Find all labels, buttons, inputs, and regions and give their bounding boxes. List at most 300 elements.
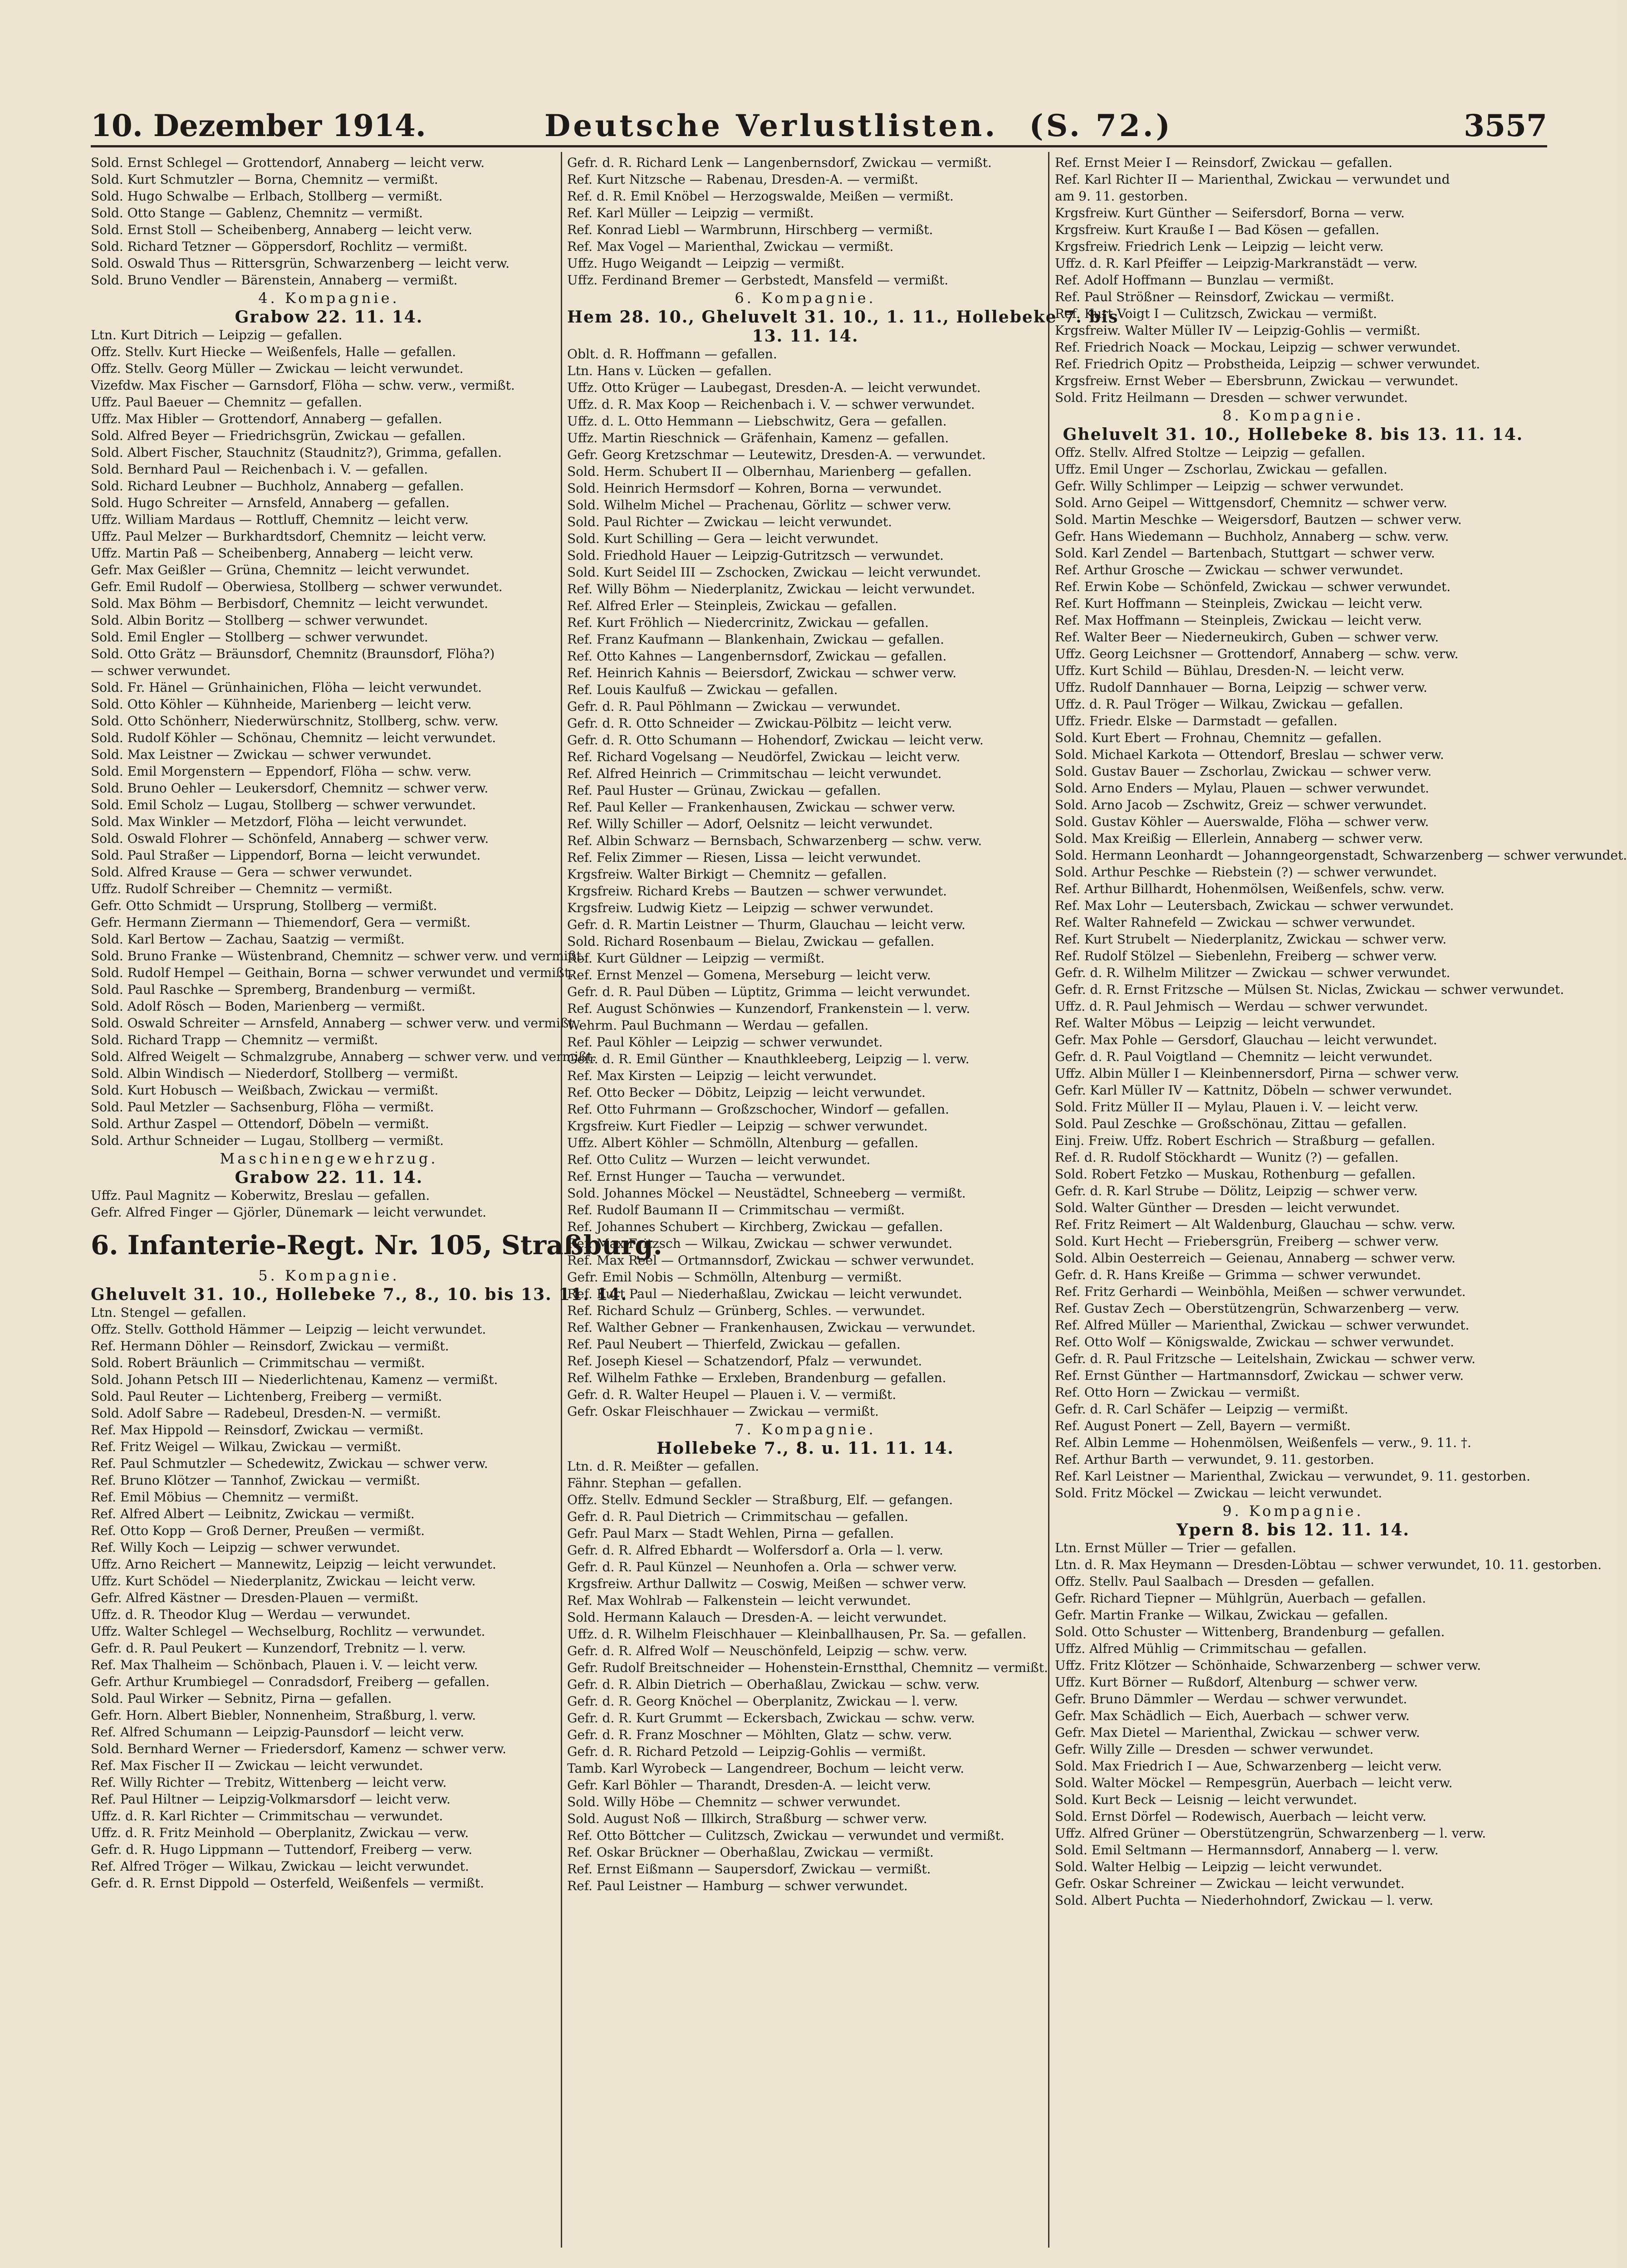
header-rule — [91, 145, 1547, 147]
casualty-entry: Ref. Max Reel — Ortmannsdorf, Zwickau — schwer verwundet. — [567, 1253, 975, 1268]
casualty-entry: Sold. Johann Petsch III — Niederlichtenau, Kamenz — vermißt. — [91, 1372, 498, 1387]
casualty-entry: Sold. Richard Leubner — Buchholz, Annaberg — gefallen. — [91, 479, 464, 494]
casualty-entry: Sold. Hermann Kalauch — Dresden-A. — leicht verwundet. — [567, 1610, 947, 1625]
casualty-entry: Ref. Heinrich Kahnis — Beiersdorf, Zwickau — schwer verw. — [567, 665, 957, 680]
casualty-entry: Sold. Fritz Müller II — Mylau, Plauen i. V. — leicht verw. — [1055, 1100, 1419, 1114]
casualty-entry: Gefr. Oskar Fleischhauer — Zwickau — vermißt. — [567, 1404, 879, 1419]
casualty-entry: Krgsfreiw. Kurt Günther — Seifersdorf, Borna — verw. — [1055, 205, 1405, 220]
casualty-entry: Gefr. Alfred Finger — Gjörler, Dünemark — leicht verwundet. — [91, 1205, 487, 1220]
casualty-entry: Ref. Otto Becker — Döbitz, Leipzig — leicht verwundet. — [567, 1085, 926, 1100]
casualty-entry: Gefr. Emil Nobis — Schmölln, Altenburg — vermißt. — [567, 1270, 902, 1285]
casualty-entry: Sold. Adolf Rösch — Boden, Marienberg — vermißt. — [91, 999, 426, 1014]
casualty-entry: Sold. Oswald Schreiter — Arnsfeld, Annaberg — schwer verw. und vermißt. — [91, 1016, 578, 1031]
casualty-entry: Gefr. d. R. Walter Heupel — Plauen i. V. — vermißt. — [567, 1387, 897, 1402]
casualty-entry: Ref. Paul Hiltner — Leipzig-Volkmarsdorf — leicht verw. — [91, 1792, 451, 1807]
casualty-entry: Ref. Kurt Hoffmann — Steinpleis, Zwickau — leicht verw. — [1055, 596, 1423, 611]
casualty-entry: Sold. Willy Höbe — Chemnitz — schwer verwundet. — [567, 1794, 901, 1809]
casualty-entry: Uffz. d. R. Karl Pfeiffer — Leipzig-Markranstädt — verw. — [1055, 256, 1418, 271]
casualty-entry: Uffz. Emil Unger — Zschorlau, Zwickau — gefallen. — [1055, 462, 1387, 477]
casualty-entry: Gefr. d. R. Carl Schäfer — Leipzig — vermißt. — [1055, 1402, 1348, 1417]
casualty-entry: Sold. Emil Scholz — Lugau, Stollberg — schwer verwundet. — [91, 797, 476, 812]
casualty-entry: Ref. Max Fischer II — Zwickau — leicht verwundet. — [91, 1758, 423, 1773]
casualty-entry: Ref. Rudolf Baumann II — Crimmitschau — vermißt. — [567, 1202, 905, 1217]
casualty-entry: Ref. Paul Neubert — Thierfeld, Zwickau — gefallen. — [567, 1337, 901, 1352]
casualty-entry: Uffz. d. R. Paul Jehmisch — Werdau — schwer verwundet. — [1055, 999, 1428, 1014]
casualty-entry: Krgsfreiw. Ludwig Kietz — Leipzig — schwer verwundet. — [567, 900, 934, 915]
casualty-entry: Sold. Oswald Thus — Rittersgrün, Schwarzenberg — leicht verw. — [91, 256, 510, 271]
casualty-entry: Uffz. Paul Baeuer — Chemnitz — gefallen. — [91, 395, 363, 410]
casualty-entry: Sold. Paul Raschke — Spremberg, Brandenburg — vermißt. — [91, 982, 476, 997]
casualty-entry: Gefr. Paul Marx — Stadt Wehlen, Pirna — gefallen. — [567, 1526, 894, 1541]
casualty-entry: Ref. Karl Richter II — Marienthal, Zwickau — verwundet und — [1055, 172, 1450, 187]
casualty-entry: Ref. Max Hippold — Reinsdorf, Zwickau — vermißt. — [91, 1422, 424, 1437]
casualty-entry: Ref. Kurt Paul — Niederhaßlau, Zwickau — leicht verwundet. — [567, 1286, 962, 1301]
casualty-entry: Gefr. d. R. Paul Dietrich — Crimmitschau — gefallen. — [567, 1509, 908, 1524]
casualty-entry: Ref. Ernst Hunger — Taucha — verwundet. — [567, 1169, 846, 1184]
casualty-entry: Ref. Alfred Albert — Leibnitz, Zwickau — vermißt. — [91, 1506, 415, 1521]
casualty-entry: Sold. Oswald Flohrer — Schönfeld, Annaberg — schwer verw. — [91, 831, 489, 846]
casualty-entry: Sold. Arno Geipel — Wittgensdorf, Chemnitz — schwer verw. — [1055, 495, 1447, 510]
casualty-entry: Sold. Otto Grätz — Bräunsdorf, Chemnitz (Braunsdorf, Flöha?) — [91, 646, 495, 661]
casualty-entry: Ref. Paul Huster — Grünau, Zwickau — gefallen. — [567, 783, 881, 798]
casualty-entry: Uffz. Albin Müller I — Kleinbennersdorf, Pirna — schwer verw. — [1055, 1066, 1459, 1081]
casualty-entry: Ref. Friedrich Noack — Mockau, Leipzig — schwer verwundet. — [1055, 340, 1461, 355]
casualty-entry: Ref. Otto Böttcher — Culitzsch, Zwickau — verwundet und vermißt. — [567, 1828, 1005, 1843]
casualty-entry: Ref. Fritz Reimert — Alt Waldenburg, Glauchau — schw. verw. — [1055, 1217, 1455, 1232]
casualty-entry: Sold. Kurt Schmutzler — Borna, Chemnitz — vermißt. — [91, 172, 438, 187]
casualty-entry: Sold. Kurt Beck — Leisnig — leicht verwundet. — [1055, 1792, 1357, 1807]
casualty-entry: Ref. Willy Schiller — Adorf, Oelsnitz — leicht verwundet. — [567, 816, 933, 831]
casualty-entry: Uffz. William Mardaus — Rottluff, Chemnitz — leicht verw. — [91, 512, 469, 527]
casualty-entry: Ref. d. R. Rudolf Stöckhardt — Wunitz (?) — gefallen. — [1055, 1150, 1399, 1165]
casualty-entry: Ref. Gustav Zech — Oberstützengrün, Schwarzenberg — verw. — [1055, 1301, 1460, 1316]
casualty-entry: Sold. Alfred Beyer — Friedrichsgrün, Zwickau — gefallen. — [91, 428, 466, 443]
casualty-entry: Sold. Kurt Hobusch — Weißbach, Zwickau — vermißt. — [91, 1083, 439, 1098]
company-heading: 5. Kompagnie. — [258, 1267, 400, 1284]
casualty-entry: Sold. Bruno Franke — Wüstenbrand, Chemnitz — schwer verw. und vermißt. — [91, 948, 586, 963]
casualty-entry: Sold. Fritz Heilmann — Dresden — schwer verwundet. — [1055, 390, 1408, 405]
casualty-entry: Gefr. d. R. Richard Petzold — Leipzig-Gohlis — vermißt. — [567, 1744, 926, 1759]
casualty-entry: Offz. Stellv. Gotthold Hämmer — Leipzig — leicht verwundet. — [91, 1322, 486, 1337]
casualty-entry: Ref. Walter Rahnefeld — Zwickau — schwer verwundet. — [1055, 915, 1416, 930]
casualty-entry: Ref. Adolf Hoffmann — Bunzlau — vermißt. — [1055, 273, 1334, 288]
casualty-entry: Sold. Emil Engler — Stollberg — schwer verwundet. — [91, 630, 428, 645]
casualty-entry: Ref. Max Vogel — Marienthal, Zwickau — vermißt. — [567, 239, 894, 254]
casualty-entry: Sold. Walter Helbig — Leipzig — leicht verwundet. — [1055, 1859, 1382, 1874]
casualty-entry: Gefr. d. R. Hans Kreiße — Grimma — schwer verwundet. — [1055, 1267, 1421, 1282]
casualty-entry: Sold. Gustav Bauer — Zschorlau, Zwickau — schwer verw. — [1055, 764, 1432, 779]
casualty-entry: Offz. Stellv. Edmund Seckler — Straßburg, Elf. — gefangen. — [567, 1492, 953, 1507]
casualty-entry: Gefr. d. R. Georg Knöchel — Oberplanitz, Zwickau — l. verw. — [567, 1694, 958, 1709]
casualty-entry: Sold. Michael Karkota — Ottendorf, Breslau — schwer verw. — [1055, 747, 1444, 762]
casualty-entry: Ref. Kurt Güldner — Leipzig — vermißt. — [567, 951, 825, 966]
casualty-entry: Sold. Kurt Seidel III — Zschocken, Zwickau — leicht verwundet. — [567, 565, 981, 580]
casualty-entry: Sold. Karl Bertow — Zachau, Saatzig — vermißt. — [91, 932, 405, 947]
casualty-entry: Sold. Arno Jacob — Zschwitz, Greiz — schwer verwundet. — [1055, 797, 1427, 812]
casualty-entry: Sold. Albin Oesterreich — Geienau, Annaberg — schwer verw. — [1055, 1251, 1456, 1266]
casualty-entry: Gefr. d. R. Karl Strube — Dölitz, Leipzig — schwer verw. — [1055, 1183, 1418, 1198]
casualty-entry: Sold. Walter Günther — Dresden — leicht verwundet. — [1055, 1200, 1400, 1215]
casualty-entry: Ref. Alfred Schumann — Leipzig-Paunsdorf — leicht verw. — [91, 1725, 465, 1740]
casualty-entry: Uffz. Arno Reichert — Mannewitz, Leipzig — leicht verwundet. — [91, 1557, 496, 1572]
casualty-entry: Sold. Rudolf Hempel — Geithain, Borna — schwer verwundet und vermißt. — [91, 965, 574, 980]
casualty-entry: Ref. Albin Lemme — Hohenmölsen, Weißenfels — verw., 9. 11. †. — [1055, 1435, 1471, 1450]
casualty-entry: Ref. Max Fritzsch — Wilkau, Zwickau — schwer verwundet. — [567, 1236, 953, 1251]
casualty-entry: Uffz. Friedr. Elske — Darmstadt — gefallen. — [1055, 714, 1338, 728]
casualty-entry: Ref. Fritz Gerhardi — Weinböhla, Meißen — schwer verwundet. — [1055, 1284, 1466, 1299]
company-heading: Maschinengewehrzug. — [220, 1150, 438, 1167]
casualty-entry: Gefr. Max Dietel — Marienthal, Zwickau — schwer verw. — [1055, 1725, 1420, 1740]
casualty-entry: Gefr. d. R. Paul Künzel — Neunhofen a. Orla — schwer verw. — [567, 1559, 957, 1574]
page-number: 3557 — [1464, 108, 1547, 143]
casualty-entry: Gefr. d. R. Wilhelm Militzer — Zwickau — schwer verwundet. — [1055, 965, 1451, 980]
casualty-entry: Gefr. Horn. Albert Biebler, Nonnenheim, Straßburg, l. verw. — [91, 1708, 476, 1723]
casualty-entry: Offz. Stellv. Kurt Hiecke — Weißenfels, Halle — gefallen. — [91, 344, 456, 359]
casualty-entry: Sold. Robert Bräunlich — Crimmitschau — vermißt. — [91, 1355, 425, 1370]
casualty-entry: Gefr. d. R. Ernst Dippold — Osterfeld, Weißenfels — vermißt. — [91, 1876, 484, 1891]
battle-dates-heading: 13. 11. 14. — [752, 327, 859, 346]
casualty-entry: Ref. Fritz Weigel — Wilkau, Zwickau — vermißt. — [91, 1439, 402, 1454]
battle-dates-heading: Hollebeke 7., 8. u. 11. 11. 14. — [657, 1439, 954, 1458]
casualty-entry: Ref. Willy Böhm — Niederplanitz, Zwickau — leicht verwundet. — [567, 582, 975, 596]
column-divider — [1048, 152, 1049, 2248]
casualty-entry: Sold. Albert Fischer, Stauchnitz (Staudnitz?), Grimma, gefallen. — [91, 445, 502, 460]
casualty-entry: Uffz. d. R. Theodor Klug — Werdau — verwundet. — [91, 1607, 411, 1622]
casualty-entry: Sold. Max Winkler — Metzdorf, Flöha — leicht verwundet. — [91, 814, 467, 829]
publication-name: Deutsche Verlustlisten. — [544, 108, 998, 143]
casualty-entry: Sold. Emil Morgenstern — Eppendorf, Flöha — schw. verw. — [91, 764, 472, 779]
casualty-entry: Sold. Bernhard Werner — Friedersdorf, Kamenz — schwer verw. — [91, 1741, 506, 1756]
casualty-entry: Sold. Fr. Hänel — Grünhainichen, Flöha — leicht verwundet. — [91, 680, 482, 695]
casualty-entry: Gefr. Max Geißler — Grüna, Chemnitz — leicht verwundet. — [91, 562, 470, 577]
casualty-entry: Ref. Otto Kopp — Groß Derner, Preußen — vermißt. — [91, 1523, 425, 1538]
casualty-entry: Ref. Paul Schmutzler — Schedewitz, Zwickau — schwer verw. — [91, 1456, 488, 1471]
casualty-entry: Sold. Albert Puchta — Niederhohndorf, Zwickau — l. verw. — [1055, 1893, 1434, 1908]
casualty-entry: Ref. Kurt Strubelt — Niederplanitz, Zwickau — schwer verw. — [1055, 932, 1447, 947]
casualty-entry: Uffz. Rudolf Schreiber — Chemnitz — vermißt. — [91, 881, 393, 896]
casualty-entry: Uffz. Albert Köhler — Schmölln, Altenburg — gefallen. — [567, 1135, 919, 1150]
casualty-entry: Ltn. d. R. Meißter — gefallen. — [567, 1459, 760, 1474]
casualty-entry: Sold. Gustav Köhler — Auerswalde, Flöha — schwer verw. — [1055, 814, 1429, 829]
casualty-entry: Tamb. Karl Wyrobeck — Langendreer, Bochum — leicht verw. — [567, 1761, 965, 1776]
casualty-entry: Ref. Alfred Tröger — Wilkau, Zwickau — leicht verwundet. — [91, 1859, 469, 1874]
casualty-entry: Ref. Emil Möbius — Chemnitz — vermißt. — [91, 1490, 359, 1505]
casualty-entry: Ref. Ernst Günther — Hartmannsdorf, Zwickau — schwer verw. — [1055, 1368, 1464, 1383]
casualty-entry: Ref. Paul Leistner — Hamburg — schwer verwundet. — [567, 1878, 908, 1893]
casualty-entry: Ref. Richard Schulz — Grünberg, Schles. — verwundet. — [567, 1303, 926, 1318]
casualty-entry: Ref. Otto Fuhrmann — Großzschocher, Windorf — gefallen. — [567, 1102, 949, 1117]
casualty-entry: Gefr. Georg Kretzschmar — Leutewitz, Dresden-A. — verwundet. — [567, 447, 986, 462]
casualty-entry: Krgsfreiw. Arthur Dallwitz — Coswig, Meißen — schwer verw. — [567, 1576, 967, 1591]
casualty-entry: Gefr. Otto Schmidt — Ursprung, Stollberg — vermißt. — [91, 898, 437, 913]
casualty-entry: Ref. Kurt Voigt I — Culitzsch, Zwickau — vermißt. — [1055, 306, 1377, 321]
casualty-entry: Gefr. Alfred Kästner — Dresden-Plauen — vermißt. — [91, 1590, 419, 1605]
casualty-entry: Ref. Konrad Liebl — Warmbrunn, Hirschberg — vermißt. — [567, 222, 933, 237]
casualty-entry: Sold. Paul Wirker — Sebnitz, Pirna — gefallen. — [91, 1691, 392, 1706]
publication-title — [544, 108, 1173, 143]
page-header — [91, 103, 1547, 144]
casualty-entry: Ref. Walter Beer — Niederneukirch, Guben — schwer verw. — [1055, 630, 1439, 645]
casualty-entry: Ref. Alfred Heinrich — Crimmitschau — leicht verwundet. — [567, 766, 942, 781]
casualty-entry: Gefr. d. R. Otto Schneider — Zwickau-Pölbitz — leicht verw. — [567, 716, 952, 731]
casualty-entry: Sold. Rudolf Köhler — Schönau, Chemnitz — leicht verwundet. — [91, 730, 496, 745]
casualty-entry: Uffz. Walter Schlegel — Wechselburg, Rochlitz — verwundet. — [91, 1624, 485, 1639]
casualty-entry: Gefr. d. R. Ernst Fritzsche — Mülsen St. Niclas, Zwickau — schwer verwundet. — [1055, 982, 1564, 997]
casualty-entry: Sold. Walter Möckel — Rempesgrün, Auerbach — leicht verw. — [1055, 1775, 1453, 1790]
company-heading: 7. Kompagnie. — [735, 1421, 876, 1438]
casualty-entry: Ref. Paul Strößner — Reinsdorf, Zwickau — vermißt. — [1055, 289, 1395, 304]
casualty-entry: Ref. Paul Keller — Frankenhausen, Zwickau — schwer verw. — [567, 800, 956, 815]
casualty-entry: Gefr. Max Schädlich — Eich, Auerbach — schwer verw. — [1055, 1708, 1410, 1723]
casualty-entry: Sold. Albin Windisch — Niederdorf, Stollberg — vermißt. — [91, 1066, 458, 1081]
casualty-entry: Ref. Max Wohlrab — Falkenstein — leicht verwundet. — [567, 1593, 911, 1608]
casualty-entry: Ref. Otto Horn — Zwickau — vermißt. — [1055, 1385, 1300, 1400]
casualty-entry: Offz. Stellv. Paul Saalbach — Dresden — gefallen. — [1055, 1574, 1375, 1589]
casualty-entry: Gefr. Willy Schlimper — Leipzig — schwer verwundet. — [1055, 479, 1404, 494]
casualty-entry: Krgsfreiw. Richard Krebs — Bautzen — schwer verwundet. — [567, 884, 947, 899]
casualty-entry: Ref. Wilhelm Fathke — Erxleben, Brandenburg — gefallen. — [567, 1370, 946, 1385]
casualty-entry: Ref. Albin Schwarz — Bernsbach, Schwarzenberg — schw. verw. — [567, 833, 982, 848]
casualty-entry: Ref. Otto Kahnes — Langenbernsdorf, Zwickau — gefallen. — [567, 649, 947, 664]
casualty-entry: Ref. Karl Müller — Leipzig — vermißt. — [567, 205, 814, 220]
casualty-entry: Sold. Fritz Möckel — Zwickau — leicht verwundet. — [1055, 1486, 1382, 1501]
casualty-entry: Ref. Johannes Schubert — Kirchberg, Zwickau — gefallen. — [567, 1219, 943, 1234]
casualty-entry: Gefr. Richard Tiepner — Mühlgrün, Auerbach — gefallen. — [1055, 1591, 1426, 1606]
casualty-entry: Sold. Alfred Krause — Gera — schwer verwundet. — [91, 865, 412, 880]
casualty-entry: Ref. Ernst Eißmann — Saupersdorf, Zwickau — vermißt. — [567, 1862, 931, 1877]
casualty-entry: Uffz. Martin Paß — Scheibenberg, Annaberg — leicht verw. — [91, 546, 474, 561]
company-heading: 4. Kompagnie. — [258, 289, 400, 307]
casualty-entry: Uffz. Rudolf Dannhauer — Borna, Leipzig — schwer verw. — [1055, 680, 1427, 695]
casualty-entry: Krgsfreiw. Kurt Fiedler — Leipzig — schwer verwundet. — [567, 1119, 928, 1134]
casualty-entry: Gefr. d. R. Martin Leistner — Thurm, Glauchau — leicht verw. — [567, 917, 965, 932]
casualty-entry: Ref. Louis Kaulfuß — Zwickau — gefallen. — [567, 682, 838, 697]
casualty-entry: Gefr. Willy Zille — Dresden — schwer verwundet. — [1055, 1742, 1374, 1757]
casualty-entry: Uffz. d. R. Wilhelm Fleischhauer — Kleinballhausen, Pr. Sa. — gefallen. — [567, 1627, 1027, 1642]
battle-dates-heading: Gheluvelt 31. 10., Hollebeke 7., 8., 10. bis 13. 11. 14. — [91, 1285, 627, 1304]
casualty-entry: Sold. Adolf Sabre — Radebeul, Dresden-N. — vermißt. — [91, 1406, 441, 1421]
casualty-entry: Ref. Max Lohr — Leutersbach, Zwickau — schwer verwundet. — [1055, 898, 1454, 913]
text-column-3 — [1055, 154, 1627, 2245]
casualty-entry: Sold. Paul Zeschke — Großschönau, Zittau — gefallen. — [1055, 1116, 1407, 1131]
battle-dates-heading: Grabow 22. 11. 14. — [235, 308, 423, 327]
casualty-entry: Uffz. Alfred Mühlig — Crimmitschau — gefallen. — [1055, 1641, 1367, 1656]
casualty-entry: Gefr. d. R. Kurt Grummt — Eckersbach, Zwickau — schw. verw. — [567, 1711, 975, 1725]
casualty-entry: Uffz. Max Hibler — Grottendorf, Annaberg — gefallen. — [91, 411, 442, 426]
casualty-entry: Sold. Arthur Schneider — Lugau, Stollberg — vermißt. — [91, 1133, 444, 1148]
casualty-entry: Ref. Karl Leistner — Marienthal, Zwickau — verwundet, 9. 11. gestorben. — [1055, 1469, 1530, 1484]
casualty-entry: Ref. Richard Vogelsang — Neudörfel, Zwickau — leicht verw. — [567, 749, 961, 764]
casualty-entry: Ref. Alfred Erler — Steinpleis, Zwickau — gefallen. — [567, 598, 897, 613]
casualty-entry: Ref. Paul Köhler — Leipzig — schwer verwundet. — [567, 1035, 883, 1050]
casualty-entry: Ref. Franz Kaufmann — Blankenhain, Zwickau — gefallen. — [567, 632, 944, 647]
casualty-entry: Uffz. Georg Leichsner — Grottendorf, Annaberg — schw. verw. — [1055, 646, 1459, 661]
casualty-entry: Sold. Paul Richter — Zwickau — leicht verwundet. — [567, 514, 892, 529]
casualty-entry: Sold. August Noß — Illkirch, Straßburg — schwer verw. — [567, 1811, 927, 1826]
casualty-entry: Gefr. d. R. Alfred Ebhardt — Wolfersdorf a. Orla — l. verw. — [567, 1543, 943, 1558]
casualty-entry: Uffz. Kurt Schödel — Niederplanitz, Zwickau — leicht verw. — [91, 1574, 476, 1589]
casualty-entry: Gefr. Hermann Ziermann — Thiemendorf, Gera — vermißt. — [91, 915, 471, 930]
casualty-entry: Gefr. d. R. Otto Schumann — Hohendorf, Zwickau — leicht verw. — [567, 733, 984, 748]
casualty-entry: Ltn. Hans v. Lücken — gefallen. — [567, 363, 772, 378]
casualty-entry: Offz. Stellv. Georg Müller — Zwickau — leicht verwundet. — [91, 361, 464, 376]
casualty-entry: Fähnr. Stephan — gefallen. — [567, 1476, 742, 1491]
casualty-entry: Ref. Otto Culitz — Wurzen — leicht verwundet. — [567, 1152, 871, 1167]
casualty-entry: Gefr. Rudolf Breitschneider — Hohenstein-Ernstthal, Chemnitz — vermißt. — [567, 1660, 1048, 1675]
casualty-entry: Sold. Ernst Schlegel — Grottendorf, Annaberg — leicht verw. — [91, 155, 485, 170]
casualty-entry: Gefr. d. R. Albin Dietrich — Oberhaßlau, Zwickau — schw. verw. — [567, 1677, 980, 1692]
casualty-entry: Sold. Wilhelm Michel — Prachenau, Görlitz — schwer verw. — [567, 498, 951, 513]
casualty-entry: Oblt. d. R. Hoffmann — gefallen. — [567, 347, 777, 362]
casualty-entry: Ref. Willy Koch — Leipzig — schwer verwundet. — [91, 1540, 401, 1555]
casualty-entry: Sold. Max Friedrich I — Aue, Schwarzenberg — leicht verw. — [1055, 1759, 1442, 1774]
casualty-entry: Sold. Robert Fetzko — Muskau, Rothenburg — gefallen. — [1055, 1167, 1416, 1182]
casualty-entry: Sold. Richard Rosenbaum — Bielau, Zwickau — gefallen. — [567, 934, 935, 949]
casualty-entry: Vizefdw. Max Fischer — Garnsdorf, Flöha — schw. verw., vermißt. — [91, 378, 515, 393]
casualty-entry: Ref. Ernst Menzel — Gomena, Merseburg — leicht verw. — [567, 968, 931, 982]
casualty-entry: Ref. Friedrich Opitz — Probstheida, Leipzig — schwer verwundet. — [1055, 357, 1480, 371]
casualty-entry: Gefr. d. R. Hugo Lippmann — Tuttendorf, Freiberg — verw. — [91, 1842, 473, 1857]
casualty-entry: Ref. d. R. Emil Knöbel — Herzogswalde, Meißen — vermißt. — [567, 189, 954, 204]
battle-dates-heading: Gheluvelt 31. 10., Hollebeke 8. bis 13. 11. 14. — [1063, 425, 1524, 444]
casualty-entry: Uffz. d. R. Max Koop — Reichenbach i. V. — schwer verwundet. — [567, 397, 975, 412]
casualty-entry: Ref. Walther Gebner — Frankenhausen, Zwickau — verwundet. — [567, 1320, 976, 1335]
casualty-entry: Gefr. Max Pohle — Gersdorf, Glauchau — leicht verwundet. — [1055, 1032, 1437, 1047]
casualty-entry: Uffz. Alfred Grüner — Oberstützengrün, Schwarzenberg — l. verw. — [1055, 1826, 1486, 1841]
casualty-entry: Einj. Freiw. Uffz. Robert Eschrich — Straßburg — gefallen. — [1055, 1133, 1436, 1148]
casualty-entry: Gefr. Martin Franke — Wilkau, Zwickau — gefallen. — [1055, 1608, 1388, 1623]
casualty-entry: Sold. Richard Trapp — Chemnitz — vermißt. — [91, 1032, 378, 1047]
casualty-entry: Ref. Alfred Müller — Marienthal, Zwickau — schwer verwundet. — [1055, 1318, 1470, 1333]
regiment-heading: 6. Infanterie-Regt. Nr. 105, Straßburg. — [91, 1230, 662, 1261]
casualty-entry: Sold. Otto Stange — Gablenz, Chemnitz — vermißt. — [91, 205, 423, 220]
casualty-entry: Uffz. d. L. Otto Hemmann — Liebschwitz, Gera — gefallen. — [567, 414, 947, 429]
casualty-entry: Sold. Paul Reuter — Lichtenberg, Freiberg — vermißt. — [91, 1389, 442, 1404]
casualty-entry: Ltn. Ernst Müller — Trier — gefallen. — [1055, 1540, 1297, 1555]
casualty-entry: Sold. Bruno Vendler — Bärenstein, Annaberg — vermißt. — [91, 273, 458, 288]
section-number: (S. 72.) — [1029, 108, 1173, 143]
casualty-entry: Sold. Heinrich Hermsdorf — Kohren, Borna — verwundet. — [567, 481, 942, 496]
casualty-entry: Gefr. Oskar Schreiner — Zwickau — leicht verwundet. — [1055, 1876, 1405, 1891]
casualty-entry: Sold. Kurt Schilling — Gera — leicht verwundet. — [567, 531, 879, 546]
casualty-entry: Ref. Max Hoffmann — Steinpleis, Zwickau — leicht verw. — [1055, 613, 1422, 628]
casualty-entry: Ref. Erwin Kobe — Schönfeld, Zwickau — schwer verwundet. — [1055, 579, 1451, 594]
casualty-entry: Ltn. Stengel — gefallen. — [91, 1305, 246, 1320]
casualty-entry: Gefr. d. R. Paul Pöhlmann — Zwickau — verwundet. — [567, 699, 901, 714]
casualty-entry: Ref. Arthur Barth — verwundet, 9. 11. gestorben. — [1055, 1452, 1374, 1467]
casualty-entry: Sold. Hermann Leonhardt — Johanngeorgenstadt, Schwarzenberg — schwer verwundet. — [1055, 848, 1627, 863]
casualty-entry: Sold. Otto Schönherr, Niederwürschnitz, Stollberg, schw. verw. — [91, 714, 499, 728]
casualty-entry: Ref. August Schönwies — Kunzendorf, Frankenstein — l. verw. — [567, 1001, 970, 1016]
casualty-entry: Wehrm. Paul Buchmann — Werdau — gefallen. — [567, 1018, 869, 1033]
casualty-entry: Sold. Hugo Schreiter — Arnsfeld, Annaberg — gefallen. — [91, 495, 450, 510]
casualty-entry: Krgsfreiw. Walter Birkigt — Chemnitz — gefallen. — [567, 867, 887, 882]
casualty-entry: Sold. Alfred Weigelt — Schmalzgrube, Annaberg — schwer verw. und vermißt. — [91, 1049, 596, 1064]
casualty-entry: Gefr. d. R. Paul Peukert — Kunzendorf, Trebnitz — l. verw. — [91, 1641, 466, 1656]
casualty-entry: Sold. Bruno Oehler — Leukersdorf, Chemnitz — schwer verw. — [91, 781, 489, 796]
casualty-entry: Sold. Kurt Hecht — Friebersgrün, Freiberg — schwer verw. — [1055, 1234, 1439, 1249]
casualty-entry: Krgsfreiw. Kurt Krauße I — Bad Kösen — gefallen. — [1055, 222, 1380, 237]
casualty-entry: Gefr. Emil Rudolf — Oberwiesa, Stollberg — schwer verwundet. — [91, 579, 503, 594]
casualty-entry: Ref. Felix Zimmer — Riesen, Lissa — leicht verwundet. — [567, 850, 921, 865]
casualty-entry: Gefr. d. R. Paul Voigtland — Chemnitz — leicht verwundet. — [1055, 1049, 1433, 1064]
casualty-entry: Gefr. Karl Müller IV — Kattnitz, Döbeln — schwer verwundet. — [1055, 1083, 1452, 1098]
casualty-entry: am 9. 11. gestorben. — [1055, 189, 1188, 204]
battle-dates-heading: Hem 28. 10., Gheluvelt 31. 10., 1. 11., Hollebeke 7. bis — [567, 308, 1119, 327]
casualty-entry: Ref. Hermann Döhler — Reinsdorf, Zwickau — vermißt. — [91, 1339, 449, 1354]
casualty-entry: Sold. Max Leistner — Zwickau — schwer verwundet. — [91, 747, 432, 762]
battle-dates-heading: Grabow 22. 11. 14. — [235, 1168, 423, 1187]
casualty-entry: Ref. Arthur Billhardt, Hohenmölsen, Weißenfels, schw. verw. — [1055, 881, 1445, 896]
casualty-entry: Sold. Arthur Peschke — Riebstein (?) — schwer verwundet. — [1055, 865, 1437, 880]
casualty-entry: Uffz. Kurt Schild — Bühlau, Dresden-N. — leicht verw. — [1055, 663, 1405, 678]
casualty-entry: Gefr. Karl Böhler — Tharandt, Dresden-A. — leicht verw. — [567, 1778, 931, 1793]
casualty-entry: Sold. Richard Tetzner — Göppersdorf, Rochlitz — vermißt. — [91, 239, 468, 254]
casualty-entry: Uffz. Kurt Börner — Rußdorf, Altenburg — schwer verw. — [1055, 1675, 1418, 1690]
casualty-entry: Uffz. Paul Magnitz — Koberwitz, Breslau — gefallen. — [91, 1188, 430, 1203]
casualty-entry: Uffz. d. R. Fritz Meinhold — Oberplanitz, Zwickau — verw. — [91, 1825, 469, 1840]
casualty-entry: Ref. Rudolf Stölzel — Siebenlehn, Freiberg — schwer verw. — [1055, 948, 1437, 963]
casualty-entry: Ref. Joseph Kiesel — Schatzendorf, Pfalz — verwundet. — [567, 1354, 922, 1369]
casualty-entry: Ref. Max Kirsten — Leipzig — leicht verwundet. — [567, 1068, 877, 1083]
company-heading: 6. Kompagnie. — [735, 289, 876, 307]
casualty-entry: Sold. Karl Zendel — Bartenbach, Stuttgart — schwer verw. — [1055, 546, 1435, 561]
casualty-entry: Ref. Kurt Nitzsche — Rabenau, Dresden-A. — vermißt. — [567, 172, 918, 187]
casualty-entry: Sold. Otto Schuster — Wittenberg, Brandenburg — gefallen. — [1055, 1624, 1445, 1639]
casualty-entry: Ref. Max Thalheim — Schönbach, Plauen i. V. — leicht verw. — [91, 1657, 478, 1672]
casualty-entry: Sold. Albin Boritz — Stollberg — schwer verwundet. — [91, 613, 428, 628]
casualty-entry: Ref. Kurt Fröhlich — Niedercrinitz, Zwickau — gefallen. — [567, 615, 929, 630]
casualty-entry: Offz. Stellv. Alfred Stoltze — Leipzig — gefallen. — [1055, 445, 1365, 460]
casualty-entry: Ref. Oskar Brückner — Oberhaßlau, Zwickau — vermißt. — [567, 1845, 934, 1860]
casualty-entry: Sold. Otto Köhler — Kühnheide, Marienberg — leicht verw. — [91, 697, 472, 712]
casualty-entry: Ref. August Ponert — Zell, Bayern — vermißt. — [1055, 1418, 1351, 1433]
company-heading: 9. Kompagnie. — [1222, 1502, 1364, 1520]
casualty-entry: Sold. Arno Enders — Mylau, Plauen — schwer verwundet. — [1055, 781, 1429, 796]
casualty-entry: Sold. Herm. Schubert II — Olbernhau, Marienberg — gefallen. — [567, 464, 972, 479]
casualty-entry: Uffz. d. R. Karl Richter — Crimmitschau — verwundet. — [91, 1809, 443, 1823]
casualty-entry: Sold. Paul Metzler — Sachsenburg, Flöha — vermißt. — [91, 1100, 434, 1114]
casualty-entry: Sold. Hugo Schwalbe — Erlbach, Stollberg — vermißt. — [91, 189, 443, 204]
casualty-entry: Gefr. d. R. Franz Moschner — Möhlten, Glatz — schw. verw. — [567, 1727, 952, 1742]
casualty-entry: Uffz. Fritz Klötzer — Schönhaide, Schwarzenberg — schwer verw. — [1055, 1658, 1481, 1673]
casualty-entry: — schwer verwundet. — [91, 663, 231, 678]
casualty-entry: Krgsfreiw. Walter Müller IV — Leipzig-Gohlis — vermißt. — [1055, 323, 1421, 338]
casualty-entry: Gefr. d. R. Emil Günther — Knauthkleeberg, Leipzig — l. verw. — [567, 1051, 970, 1066]
casualty-entry: Sold. Martin Meschke — Weigersdorf, Bautzen — schwer verw. — [1055, 512, 1462, 527]
casualty-entry: Ref. Bruno Klötzer — Tannhof, Zwickau — vermißt. — [91, 1473, 421, 1488]
casualty-entry: Uffz. Hugo Weigandt — Leipzig — vermißt. — [567, 256, 845, 271]
casualty-entry: Uffz. Otto Krüger — Laubegast, Dresden-A. — leicht verwundet. — [567, 380, 981, 395]
casualty-entry: Sold. Friedhold Hauer — Leipzig-Gutritzsch — verwundet. — [567, 548, 944, 563]
company-heading: 8. Kompagnie. — [1222, 407, 1364, 424]
casualty-entry: Ref. Arthur Grosche — Zwickau — schwer verwundet. — [1055, 562, 1404, 577]
casualty-entry: Ref. Walter Möbus — Leipzig — leicht verwundet. — [1055, 1016, 1376, 1031]
casualty-entry: Sold. Max Kreißig — Ellerlein, Annaberg — schwer verw. — [1055, 831, 1423, 846]
battle-dates-heading: Ypern 8. bis 12. 11. 14. — [1176, 1520, 1410, 1540]
casualty-entry: Gefr. d. R. Paul Düben — Lüptitz, Grimma — leicht verwundet. — [567, 984, 970, 999]
casualty-entry: Sold. Johannes Möckel — Neustädtel, Schneeberg — vermißt. — [567, 1186, 966, 1201]
casualty-entry: Krgsfreiw. Ernst Weber — Ebersbrunn, Zwickau — verwundet. — [1055, 373, 1459, 388]
casualty-entry: Sold. Paul Straßer — Lippendorf, Borna — leicht verwundet. — [91, 848, 481, 863]
casualty-entry: Gefr. Arthur Krumbiegel — Conradsdorf, Freiberg — gefallen. — [91, 1674, 490, 1689]
casualty-entry: Sold. Kurt Ebert — Frohnau, Chemnitz — gefallen. — [1055, 730, 1382, 745]
issue-date: 10. Dezember 1914. — [91, 108, 426, 143]
casualty-entry: Sold. Arthur Zaspel — Ottendorf, Döbeln — vermißt. — [91, 1116, 429, 1131]
casualty-entry: Sold. Bernhard Paul — Reichenbach i. V. — gefallen. — [91, 462, 428, 477]
casualty-entry: Gefr. Bruno Dämmler — Werdau — schwer verwundet. — [1055, 1691, 1407, 1706]
casualty-entry: Ref. Ernst Meier I — Reinsdorf, Zwickau — gefallen. — [1055, 155, 1392, 170]
